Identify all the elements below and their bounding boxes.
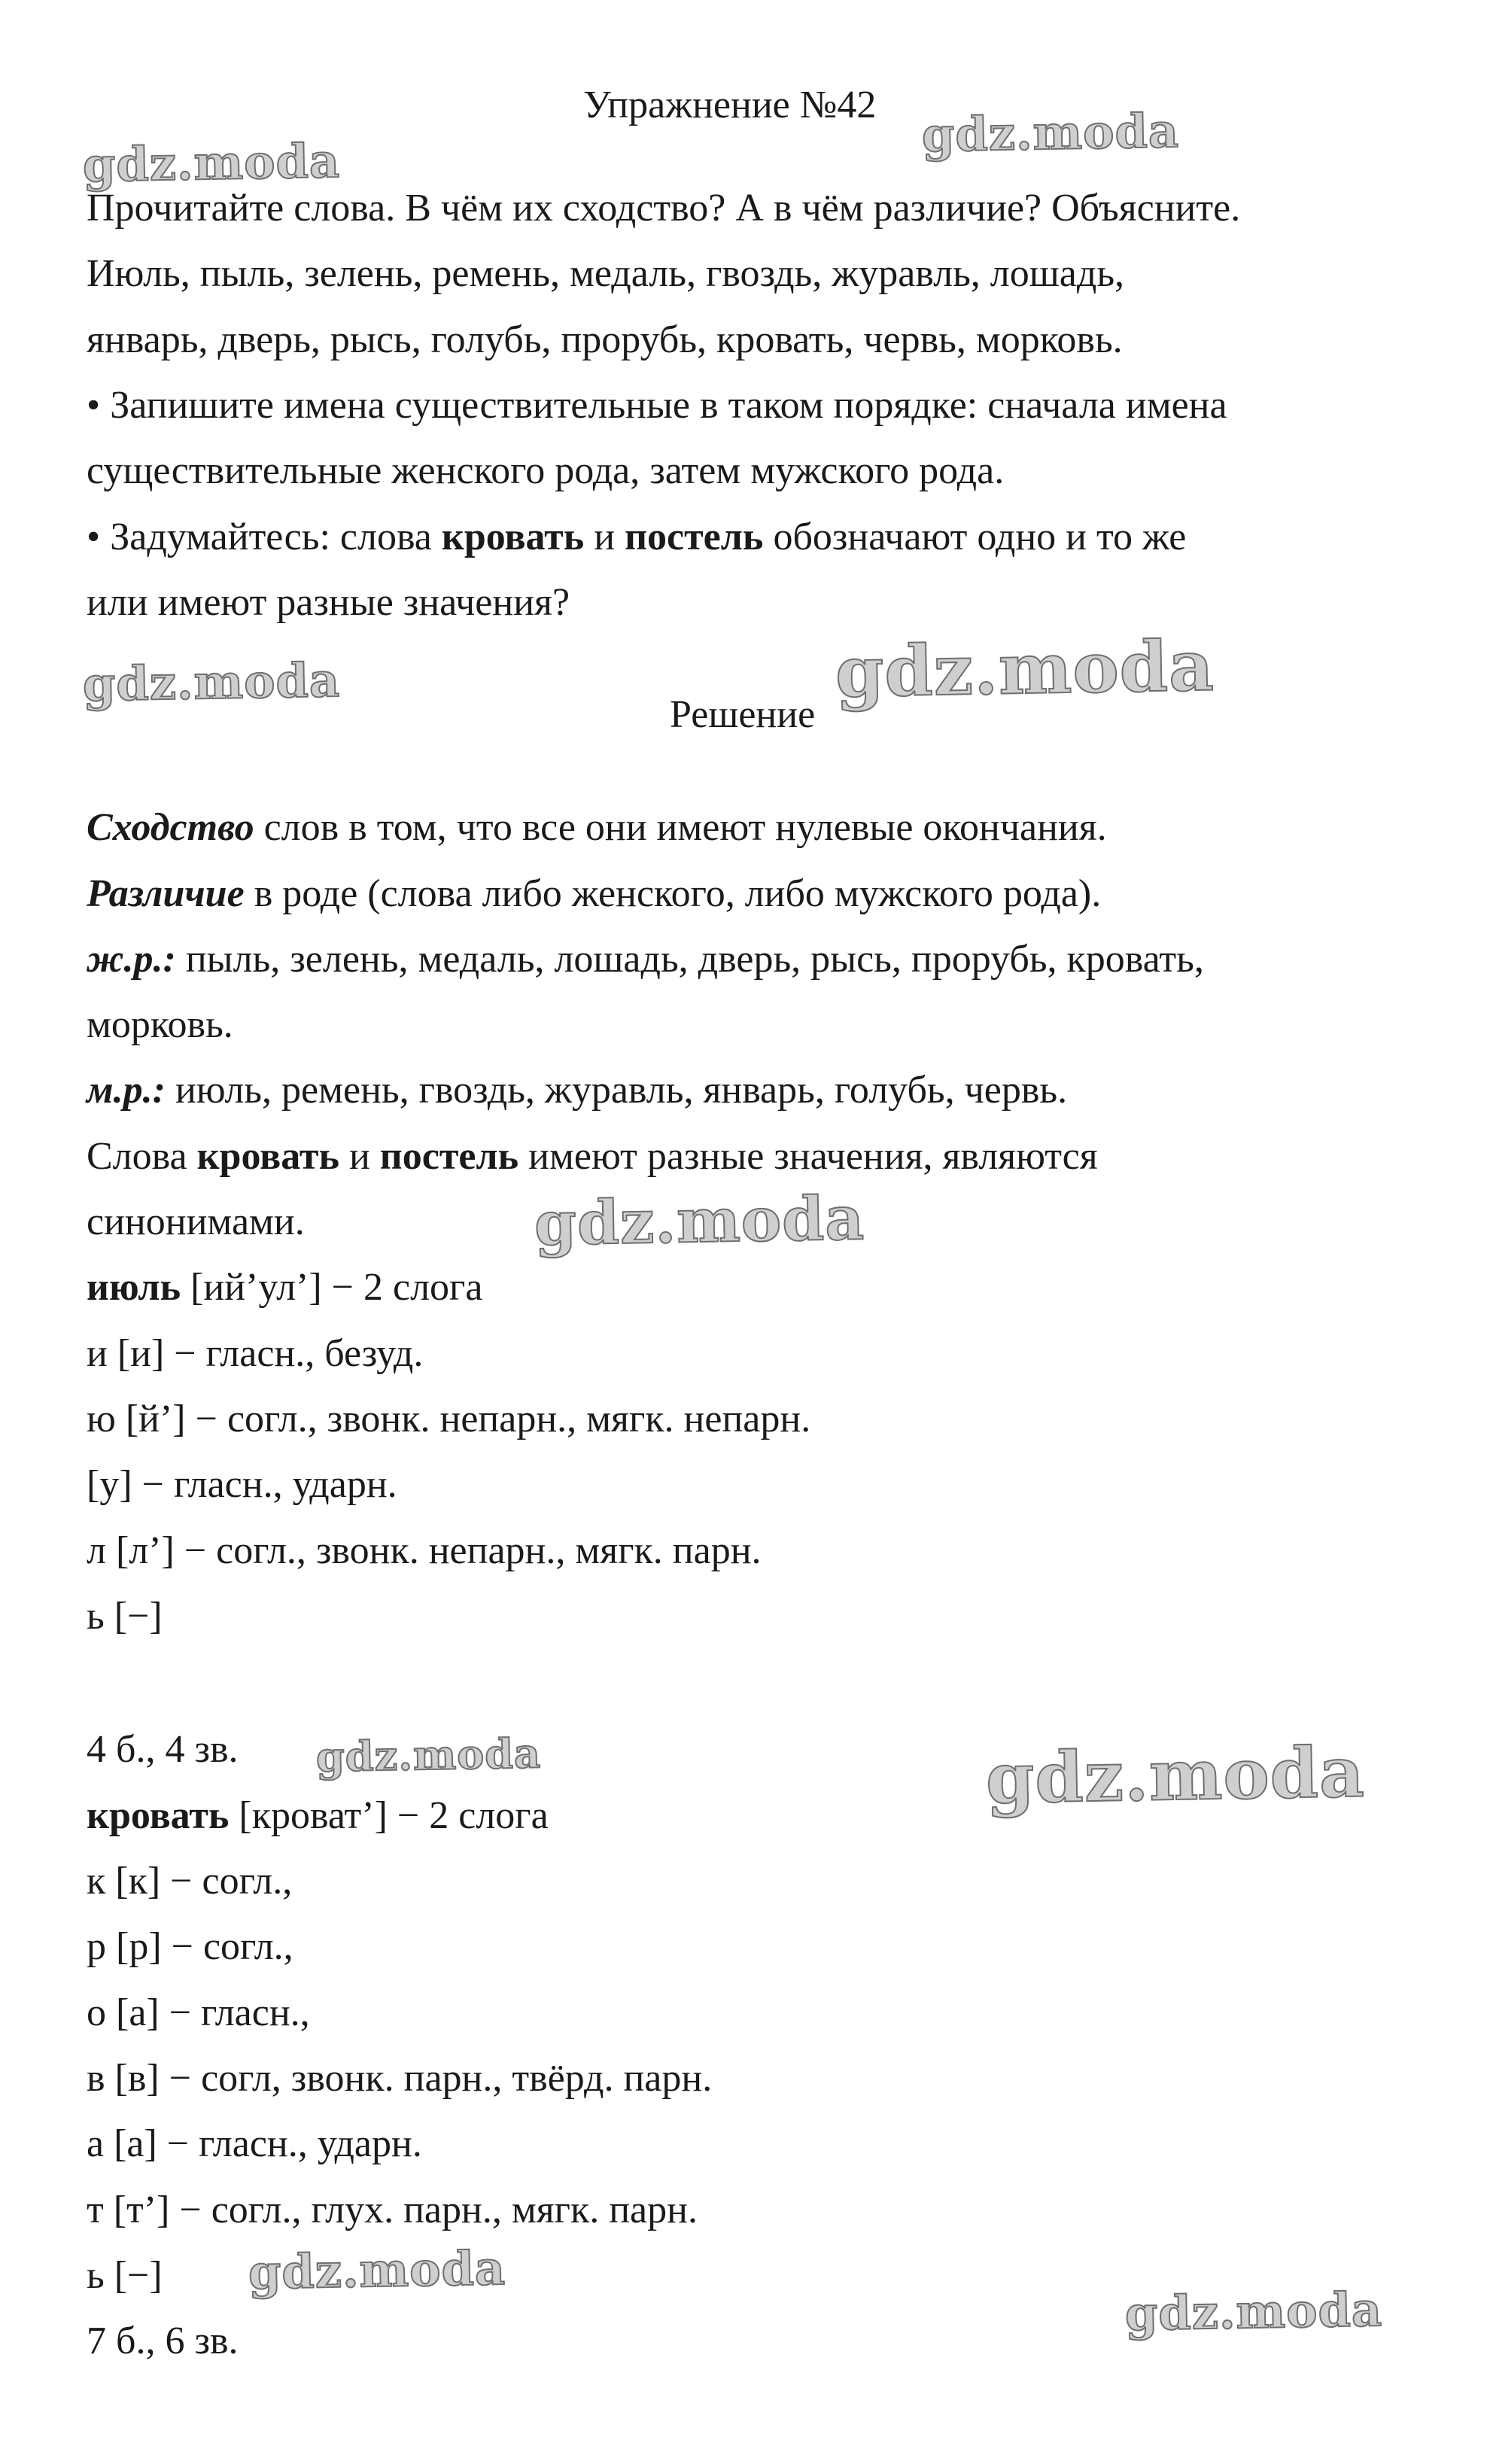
- meaning-word2: постель: [379, 1135, 519, 1178]
- similarity-label: Сходство: [87, 806, 254, 849]
- meaning-line: [87, 1134, 1098, 1179]
- analysis1-line: л [л’] − согл., звонк. непарн., мягк. парн.: [87, 1529, 762, 1572]
- fem-line: [87, 937, 1204, 982]
- watermark: gdz.moda: [248, 2240, 506, 2300]
- meaning-and: и: [339, 1135, 380, 1178]
- analysis2-line: ь [−]: [87, 2254, 163, 2297]
- meaning-end: имеют разные значения, являются: [518, 1135, 1098, 1178]
- watermark: gdz.moda: [82, 653, 341, 712]
- fem-label: ж.р.:: [87, 938, 176, 981]
- analysis1-transcription: [ий’ул’] − 2 слога: [181, 1266, 483, 1309]
- analysis2-line: о [а] − гласн.,: [87, 1991, 310, 2034]
- watermark: gdz.moda: [534, 1182, 865, 1259]
- analysis2-transcription: [кроват’] − 2 слога: [229, 1794, 549, 1837]
- similarity-text: слов в том, что все они имеют нулевые окончания.: [254, 806, 1107, 849]
- analysis2-summary: 7 б., 6 зв.: [87, 2320, 239, 2362]
- task-words-line2: январь, дверь, рысь, голубь, прорубь, кровать, червь, морковь.: [87, 318, 1123, 361]
- watermark: gdz.moda: [921, 103, 1180, 163]
- task-bullet1-line2: существительные женского рода, затем мужского рода.: [87, 449, 1005, 492]
- task-bullet1-line1: • Запишите имена существительные в таком порядке: сначала имена: [87, 384, 1227, 427]
- analysis2-heading: [87, 1793, 549, 1839]
- watermark: gdz.moda: [835, 625, 1215, 713]
- analysis1-line: ь [−]: [87, 1595, 163, 1638]
- difference-line: [87, 872, 1101, 917]
- bullet2-word2: постель: [625, 516, 764, 558]
- task-intro: Прочитайте слова. В чём их сходство? А в чём различие? Объясните.: [87, 187, 1241, 230]
- analysis2-line: а [а] − гласн., ударн.: [87, 2122, 422, 2165]
- exercise-title: Упражнение №42: [583, 84, 877, 126]
- masc-label: м.р.:: [87, 1069, 166, 1112]
- watermark: gdz.moda: [315, 1729, 542, 1781]
- watermark: gdz.moda: [985, 1731, 1366, 1820]
- bullet2-and: и: [584, 516, 625, 558]
- analysis1-line: и [и] − гласн., безуд.: [87, 1332, 424, 1375]
- difference-text: в роде (слова либо женского, либо мужского рода).: [244, 872, 1102, 915]
- analysis1-heading: [87, 1265, 482, 1310]
- analysis2-line: р [р] − согл.,: [87, 1925, 293, 1968]
- task-bullet2-line2: или имеют разные значения?: [87, 581, 570, 624]
- analysis1-line: ю [й’] − согл., звонк. непарн., мягк. непарн.: [87, 1398, 811, 1440]
- watermark: gdz.moda: [1124, 2282, 1383, 2341]
- analysis2-line: в [в] − согл, звонк. парн., твёрд. парн.: [87, 2057, 713, 2100]
- meaning-line2: синонимами.: [87, 1200, 305, 1243]
- task-bullet2-line1: [87, 515, 1186, 560]
- task-words-line1: Июль, пыль, зелень, ремень, медаль, гвоздь, журавль, лошадь,: [87, 252, 1125, 295]
- bullet2-end: обозначают одно и то же: [763, 516, 1187, 558]
- difference-label: Различие: [87, 872, 245, 915]
- fem-text: пыль, зелень, медаль, лошадь, дверь, рысь, прорубь, кровать,: [175, 938, 1204, 981]
- meaning-word1: кровать: [196, 1135, 339, 1178]
- analysis1-line: [у] − гласн., ударн.: [87, 1463, 397, 1506]
- analysis1-summary: 4 б., 4 зв.: [87, 1728, 239, 1771]
- similarity-line: [87, 805, 1107, 850]
- bullet2-start: • Задумайтесь: слова: [87, 516, 442, 558]
- solution-heading: Решение: [670, 693, 816, 736]
- analysis2-word: кровать: [87, 1794, 230, 1837]
- analysis2-line: т [т’] − согл., глух. парн., мягк. парн.: [87, 2189, 698, 2231]
- watermark: gdz.moda: [82, 133, 341, 193]
- analysis2-line: к [к] − согл.,: [87, 1860, 293, 1903]
- bullet2-word1: кровать: [441, 516, 585, 558]
- analysis1-word: июль: [87, 1266, 181, 1309]
- masc-line: [87, 1068, 1067, 1113]
- masc-text: июль, ремень, гвоздь, журавль, январь, голубь, червь.: [165, 1069, 1068, 1112]
- meaning-start: Слова: [87, 1135, 197, 1178]
- fem-line2: морковь.: [87, 1003, 233, 1046]
